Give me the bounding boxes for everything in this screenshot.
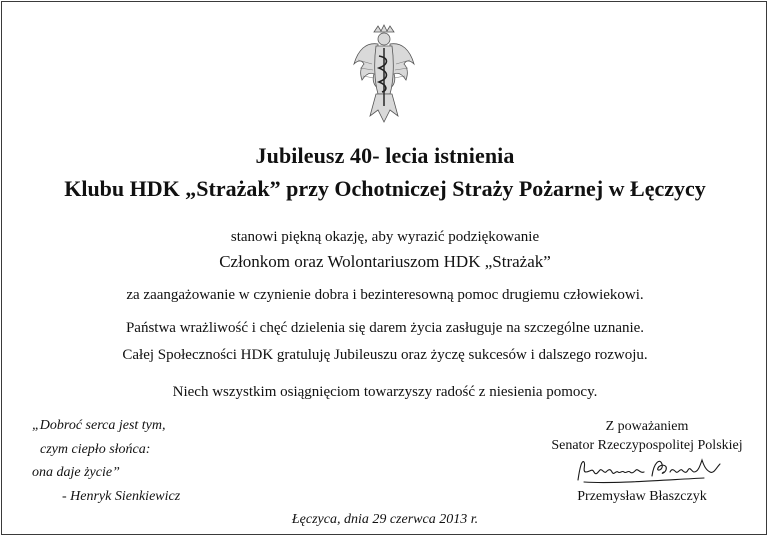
heading-line-1: Jubileusz 40- lecia istnienia	[255, 143, 515, 168]
closing-greeting: Z poważaniem	[605, 419, 689, 434]
quote-line-2: czym ciepło słońca:	[40, 442, 151, 457]
recipients-text: Członkom oraz Wolontariuszom HDK „Strażak”	[219, 252, 551, 271]
body-line-3: za zaangażowanie w czynienie dobra i bezinteresowną pomoc drugiemu człowiekowi.	[126, 287, 644, 303]
intro-text: stanowi piękną okazję, aby wyrazić podziękowanie	[230, 229, 540, 245]
body-line-4: Państwa wrażliwość i chęć dzielenia się darem życia zasługuje na szczególne uznanie.	[125, 320, 645, 336]
body-line-6: Niech wszystkim osiągnięciom towarzyszy radość z niesienia pomocy.	[172, 384, 598, 400]
quote-line-1: „Dobroć serca jest tym,	[32, 418, 166, 433]
letter-page	[1, 1, 767, 535]
heading-line-2: Klubu HDK „Strażak” przy Ochotniczej Straży Pożarnej w Łęczycy	[64, 176, 706, 201]
quote-line-3: ona daje życie”	[32, 465, 120, 480]
crowned-eagle-emblem-icon	[348, 24, 420, 124]
body-line-5: Całej Społeczności HDK gratuluję Jubileuszu oraz życzę sukcesów i dalszego rozwoju.	[122, 347, 648, 363]
senator-name: Przemysław Błaszczyk	[577, 489, 707, 504]
place-date: Łęczyca, dnia 29 czerwca 2013 r.	[291, 512, 479, 527]
senator-title: Senator Rzeczypospolitej Polskiej	[551, 438, 743, 453]
quote-author: - Henryk Sienkiewicz	[62, 489, 181, 504]
handwritten-signature	[574, 450, 724, 490]
